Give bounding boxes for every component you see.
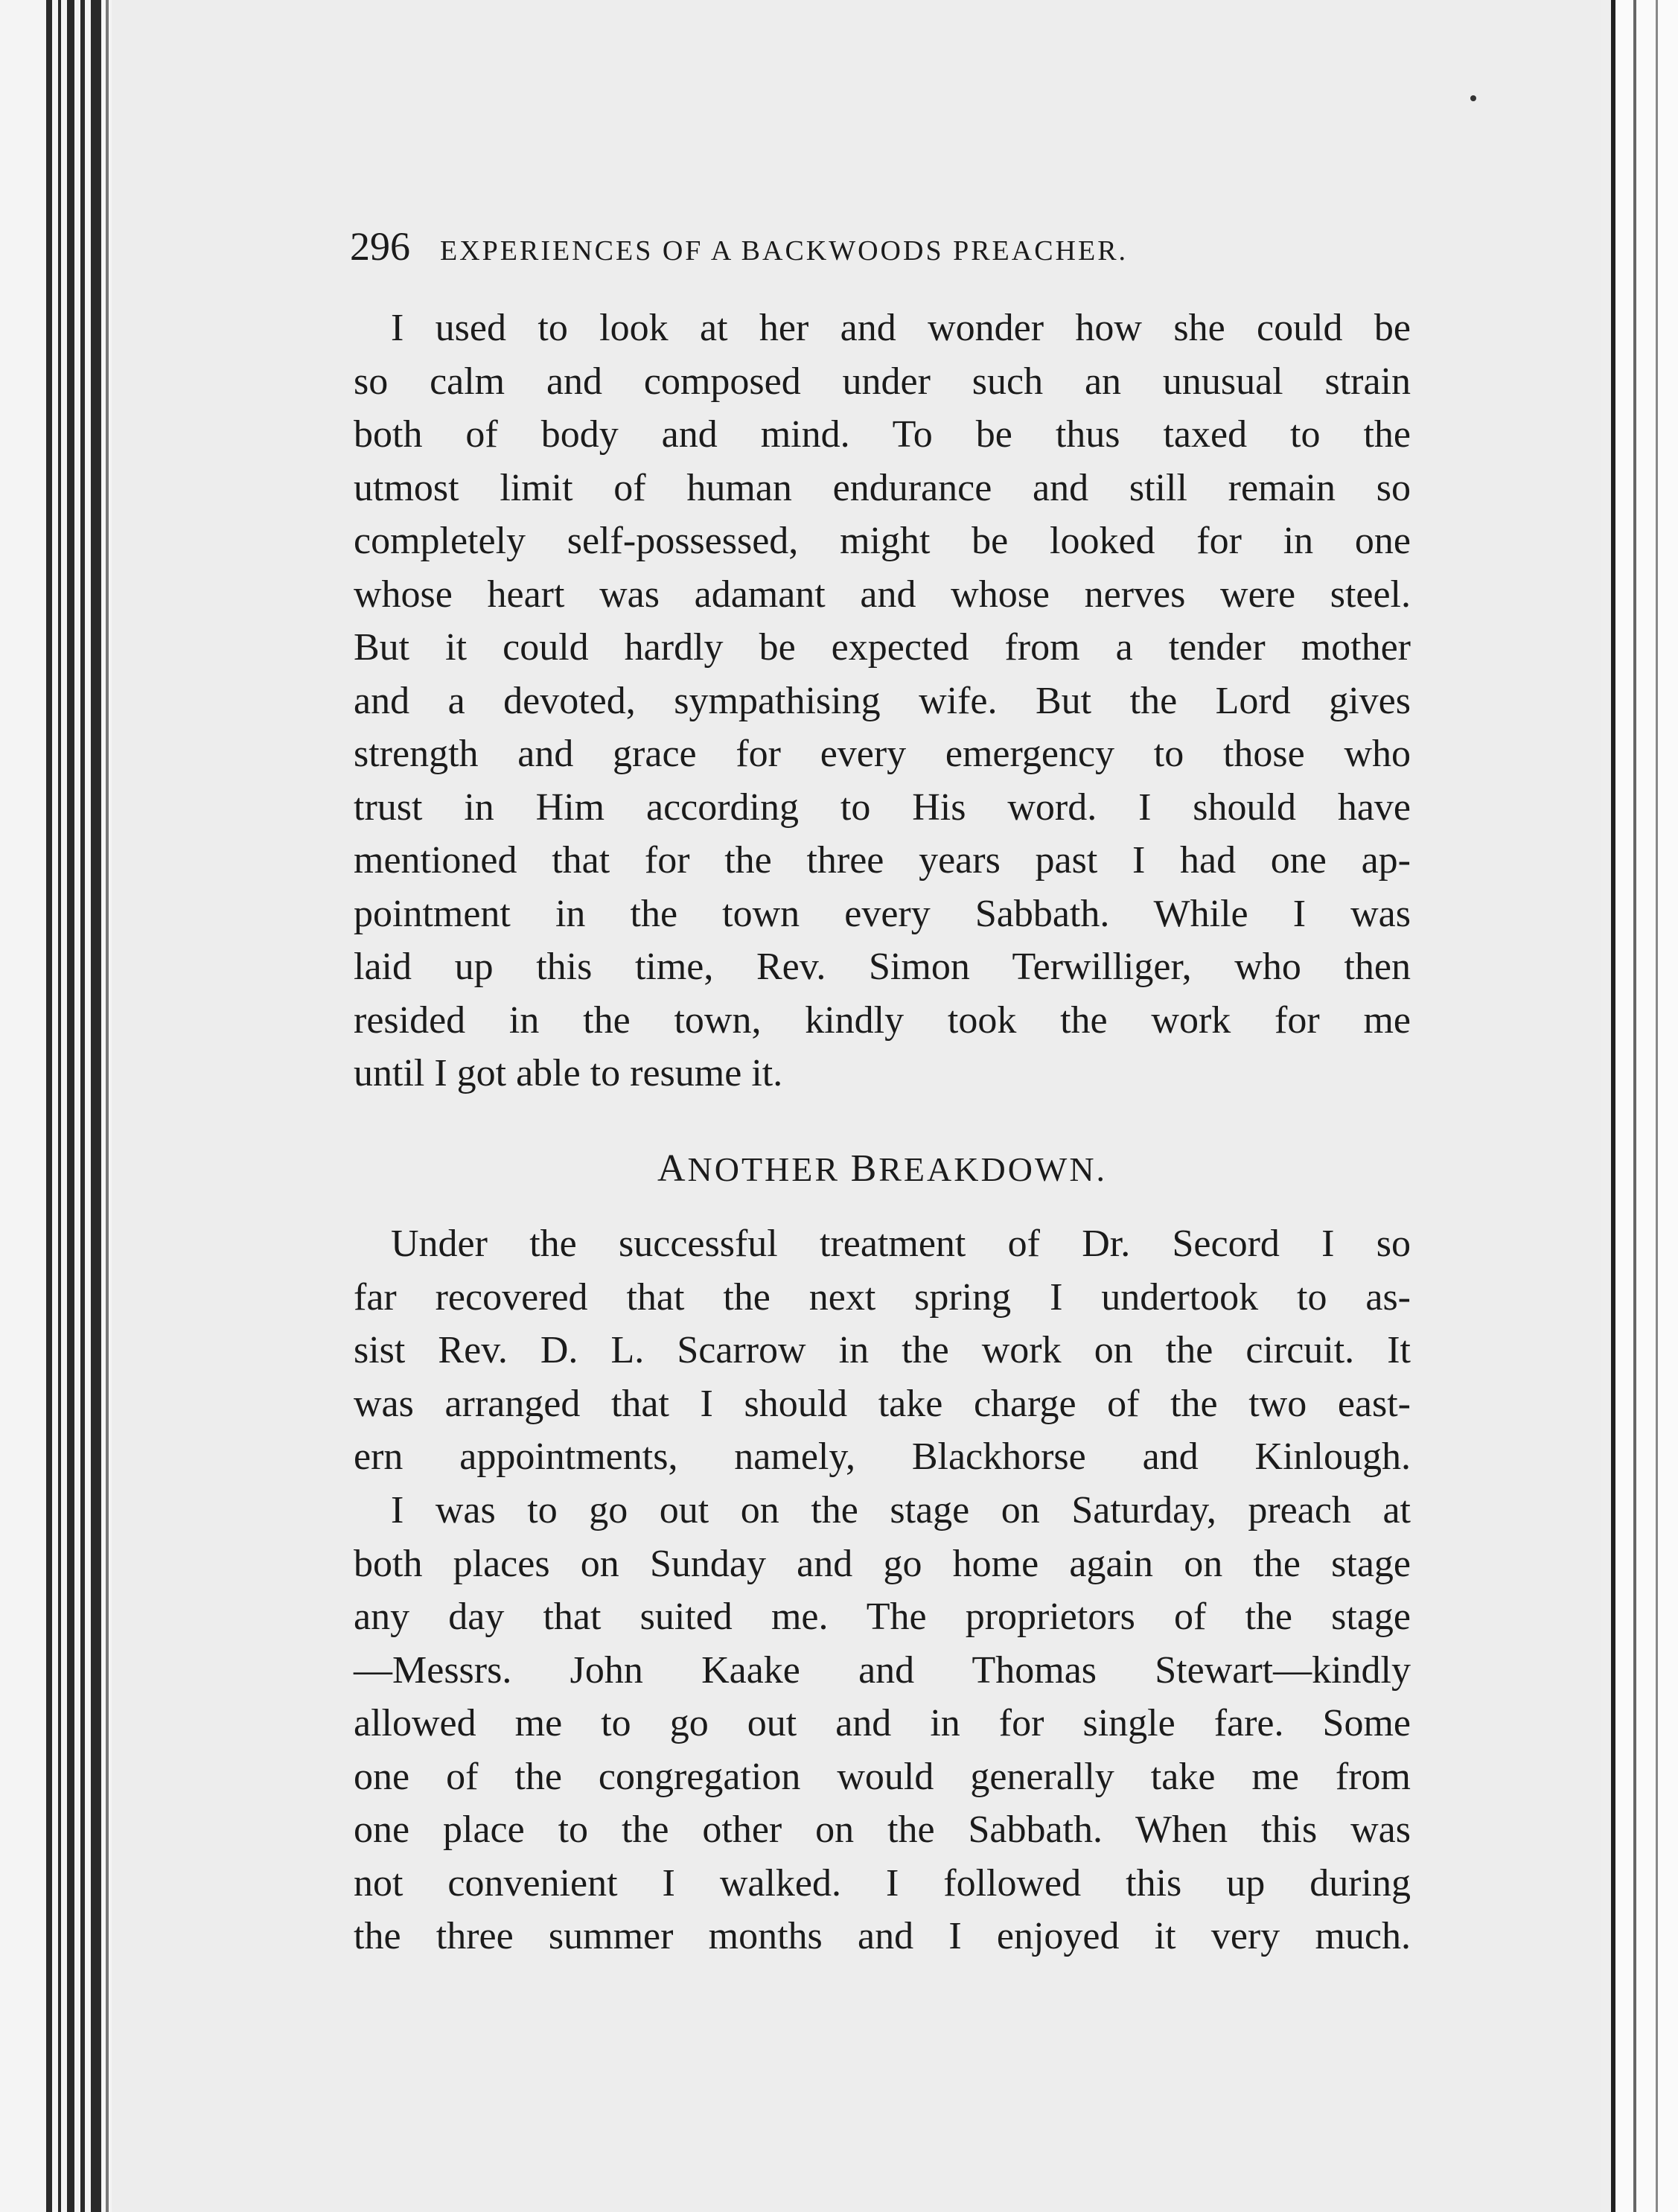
text-line: strength and grace for every emergency to those who [354,733,1411,775]
text-line: was arranged that I should take charge of the two east- [354,1382,1411,1425]
running-title: EXPERIENCES OF A BACKWOODS PREACHER. [440,235,1129,267]
right-edge-line [1656,0,1658,2212]
section-heading: ANOTHER BREAKDOWN. [657,1147,1108,1190]
text-line: utmost limit of human endurance and still remain so [354,466,1411,509]
text-line: I was to go out on the stage on Saturday, preach at [391,1489,1411,1531]
ink-speck [1470,95,1476,101]
text-line: one place to the other on the Sabbath. When this was [354,1808,1411,1851]
right-page-edge [1611,0,1678,2212]
text-line: —Messrs. John Kaake and Thomas Stewart—kindly [354,1648,1411,1692]
page-edge-line [67,0,74,2212]
text-line: Under the successful treatment of Dr. Secord I so [391,1223,1411,1265]
right-edge-line [1611,0,1615,2212]
text-line: not convenient I walked. I followed this up during [354,1861,1411,1905]
text-line: resided in the town, kindly took the work for me [354,998,1411,1042]
text-line: I used to look at her and wonder how she could be [391,307,1411,349]
page-edge-line [91,0,101,2212]
text-line: mentioned that for the three years past I had one ap- [354,839,1411,882]
paragraph-3 [354,1484,1411,1963]
binding-edge [0,0,112,2212]
text-line: far recovered that the next spring I undertook to as- [354,1275,1411,1319]
text-line: trust in Him according to His word. I should have [354,785,1411,829]
text-line: so calm and composed under such an unusual strain [354,360,1411,403]
running-header [350,223,1273,270]
text-line: laid up this time, Rev. Simon Terwilliger, who then [354,946,1411,988]
page-edge-line [106,0,109,2212]
text-line: both of body and mind. To be thus taxed to the [354,413,1411,456]
text-line: ern appointments, namely, Blackhorse and Kinlough. [354,1435,1411,1478]
text-line: until I got able to resume it. [354,1052,783,1094]
page-edge-line [46,0,52,2212]
text-line: whose heart was adamant and whose nerves were steel. [354,573,1411,616]
text-line: and a devoted, sympathising wife. But the Lord gives [354,679,1411,722]
text-line: one of the congregation would generally take me from [354,1755,1411,1798]
page-edge-line [58,0,61,2212]
text-line: both places on Sunday and go home again on the stage [354,1542,1411,1585]
text-line: But it could hardly be expected from a tender mother [354,626,1411,669]
text-line: completely self-possessed, might be looked for in one [354,520,1411,562]
paragraph-1 [354,302,1411,1100]
text-line: sist Rev. D. L. Scarrow in the work on the circuit. It [354,1329,1411,1371]
text-line: any day that suited me. The proprietors of the stage [354,1596,1411,1638]
page-number: 296 [350,224,410,269]
paragraph-2 [354,1217,1411,1484]
page-edge-line [80,0,85,2212]
text-line: allowed me to go out and in for single fare. Some [354,1702,1411,1744]
text-line: the three summer months and I enjoyed it very much. [354,1915,1411,1957]
text-line: pointment in the town every Sabbath. While I was [354,892,1411,935]
right-edge-line [1633,0,1636,2212]
